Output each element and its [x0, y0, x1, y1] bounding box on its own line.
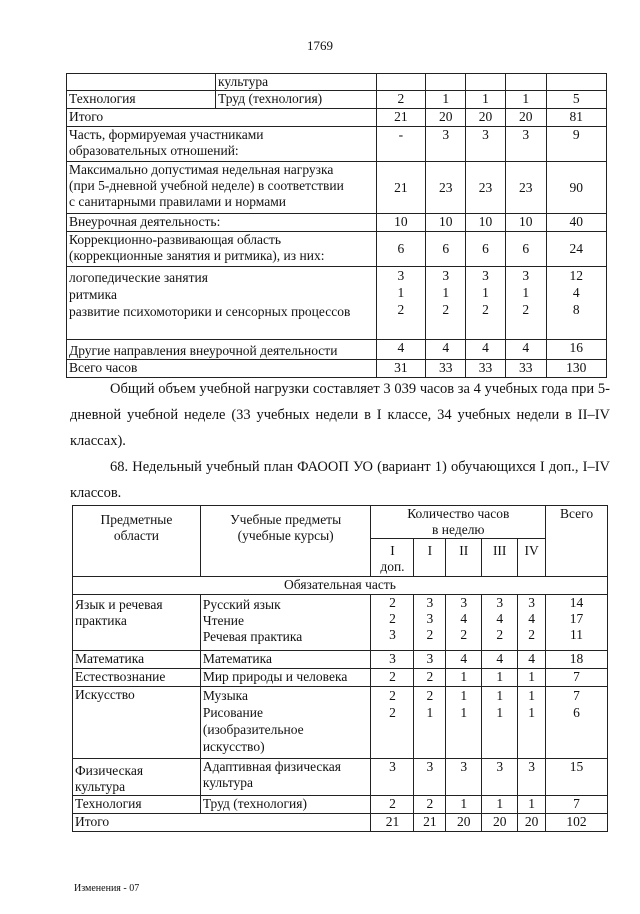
row-label: Коррекционно-развивающая область (коррекционные занятия и ритмика), из них:: [67, 232, 377, 267]
table-row: Язык и речевая практика Русский язык Чтение Речевая практика 2 2 3 3 3 2 3 4 2 3 4 2 3 4 2 14 17 11: [73, 595, 608, 651]
subject-cell: Мир природы и человека: [200, 669, 371, 687]
area-cell: Технология: [67, 91, 216, 109]
grade-header: III: [482, 539, 518, 577]
subject-cell: Русский язык Чтение Речевая практика: [200, 595, 371, 651]
subject-cell: культура: [216, 74, 377, 91]
table-row: Внеурочная деятельность: 10 10 10 10 40: [67, 214, 607, 232]
area-cell: Естествознание: [73, 669, 201, 687]
area-cell: Математика: [73, 651, 201, 669]
subject-cell: Труд (технология): [216, 91, 377, 109]
subject-cell: Труд (технология): [200, 796, 371, 814]
grade-header: I: [414, 539, 446, 577]
table-row: Естествознание Мир природы и человека 2 2 1 1 1 7: [73, 669, 608, 687]
row-label: Другие направления внеурочной деятельности: [67, 340, 377, 360]
subject-cell: Музыка Рисование (изобразительное искусство): [200, 687, 371, 759]
table-row: Другие направления внеурочной деятельности 4 4 4 4 16: [67, 340, 607, 360]
subject-cell: Математика: [200, 651, 371, 669]
row-label: Внеурочная деятельность:: [67, 214, 377, 232]
area-cell: Искусство: [73, 687, 201, 759]
header-hours: Количество часов в неделю: [371, 506, 546, 539]
workload-paragraph: Общий объем учебной нагрузки составляет 3 039 часов за 4 учебных года при 5-дневной учебной неделе (33 учебных недели в I классе, 34 учебных недели в II–IV классах).: [70, 381, 610, 449]
table-row: Часть, формируемая участниками образовательных отношений: - 3 3 3 9: [67, 127, 607, 162]
table-row: Математика Математика 3 3 4 4 4 18: [73, 651, 608, 669]
header-row: [73, 506, 608, 539]
area-cell: Язык и речевая практика: [73, 595, 201, 651]
row-label: Итого: [73, 814, 371, 832]
area-cell: Физическая культура: [73, 759, 201, 796]
table-row: Всего часов 31 33 33 33 130: [67, 360, 607, 378]
table-row: Итого 21 20 20 20 81: [67, 109, 607, 127]
row-label: Часть, формируемая участниками образовательных отношений:: [67, 127, 377, 162]
table-row: Технология Труд (технология) 2 2 1 1 1 7: [73, 796, 608, 814]
grade-header: IV: [518, 539, 546, 577]
area-cell: [67, 74, 216, 91]
grade-header: I доп.: [371, 539, 414, 577]
header-subjects: Учебные предметы (учебные курсы): [200, 506, 371, 577]
row-label: Максимально допустимая недельная нагрузка (при 5-дневной учебной неделе) в соответствии с санитарными правилами и нормами: [67, 162, 377, 214]
table-row: [67, 74, 607, 91]
curriculum-table-continued: [66, 73, 607, 378]
row-label: логопедические занятия ритмика развитие психомоторики и сенсорных процессов: [67, 267, 377, 340]
section-row: [73, 577, 608, 595]
table-row: Физическая культура Адаптивная физическая культура 3 3 3 3 3 15: [73, 759, 608, 796]
area-cell: Технология: [73, 796, 201, 814]
table-row: Итого 21 21 20 20 20 102: [73, 814, 608, 832]
weekly-curriculum-table: [72, 505, 608, 832]
plan-heading-paragraph: 68. Недельный учебный план ФАООП УО (вариант 1) обучающихся I доп., I–IV классов.: [70, 459, 610, 501]
header-areas: Предметные области: [73, 506, 201, 577]
row-label: Итого: [67, 109, 377, 127]
page-number: 1769: [307, 38, 333, 53]
header-total: Всего: [546, 506, 608, 577]
table-row: логопедические занятия ритмика развитие психомоторики и сенсорных процессов 3 1 2 3 1 2 3 1 2 3 1 2 12 4 8: [67, 267, 607, 340]
table-row: Искусство Музыка Рисование (изобразительное искусство) 2 2 2 1 1 1 1 1 1 1 7 6: [73, 687, 608, 759]
table-row: Максимально допустимая недельная нагрузка (при 5-дневной учебной неделе) в соответствии с санитарными правилами и нормами 21 23 23 23 90: [67, 162, 607, 214]
subject-cell: Адаптивная физическая культура: [200, 759, 371, 796]
footer-note: Изменения - 07: [74, 883, 140, 894]
table-row: Технология Труд (технология) 2 1 1 1 5: [67, 91, 607, 109]
row-label: Всего часов: [67, 360, 377, 378]
section-title: Обязательная часть: [73, 577, 608, 595]
table-row: Коррекционно-развивающая область (коррекционные занятия и ритмика), из них: 6 6 6 6 24: [67, 232, 607, 267]
grade-header: II: [446, 539, 482, 577]
